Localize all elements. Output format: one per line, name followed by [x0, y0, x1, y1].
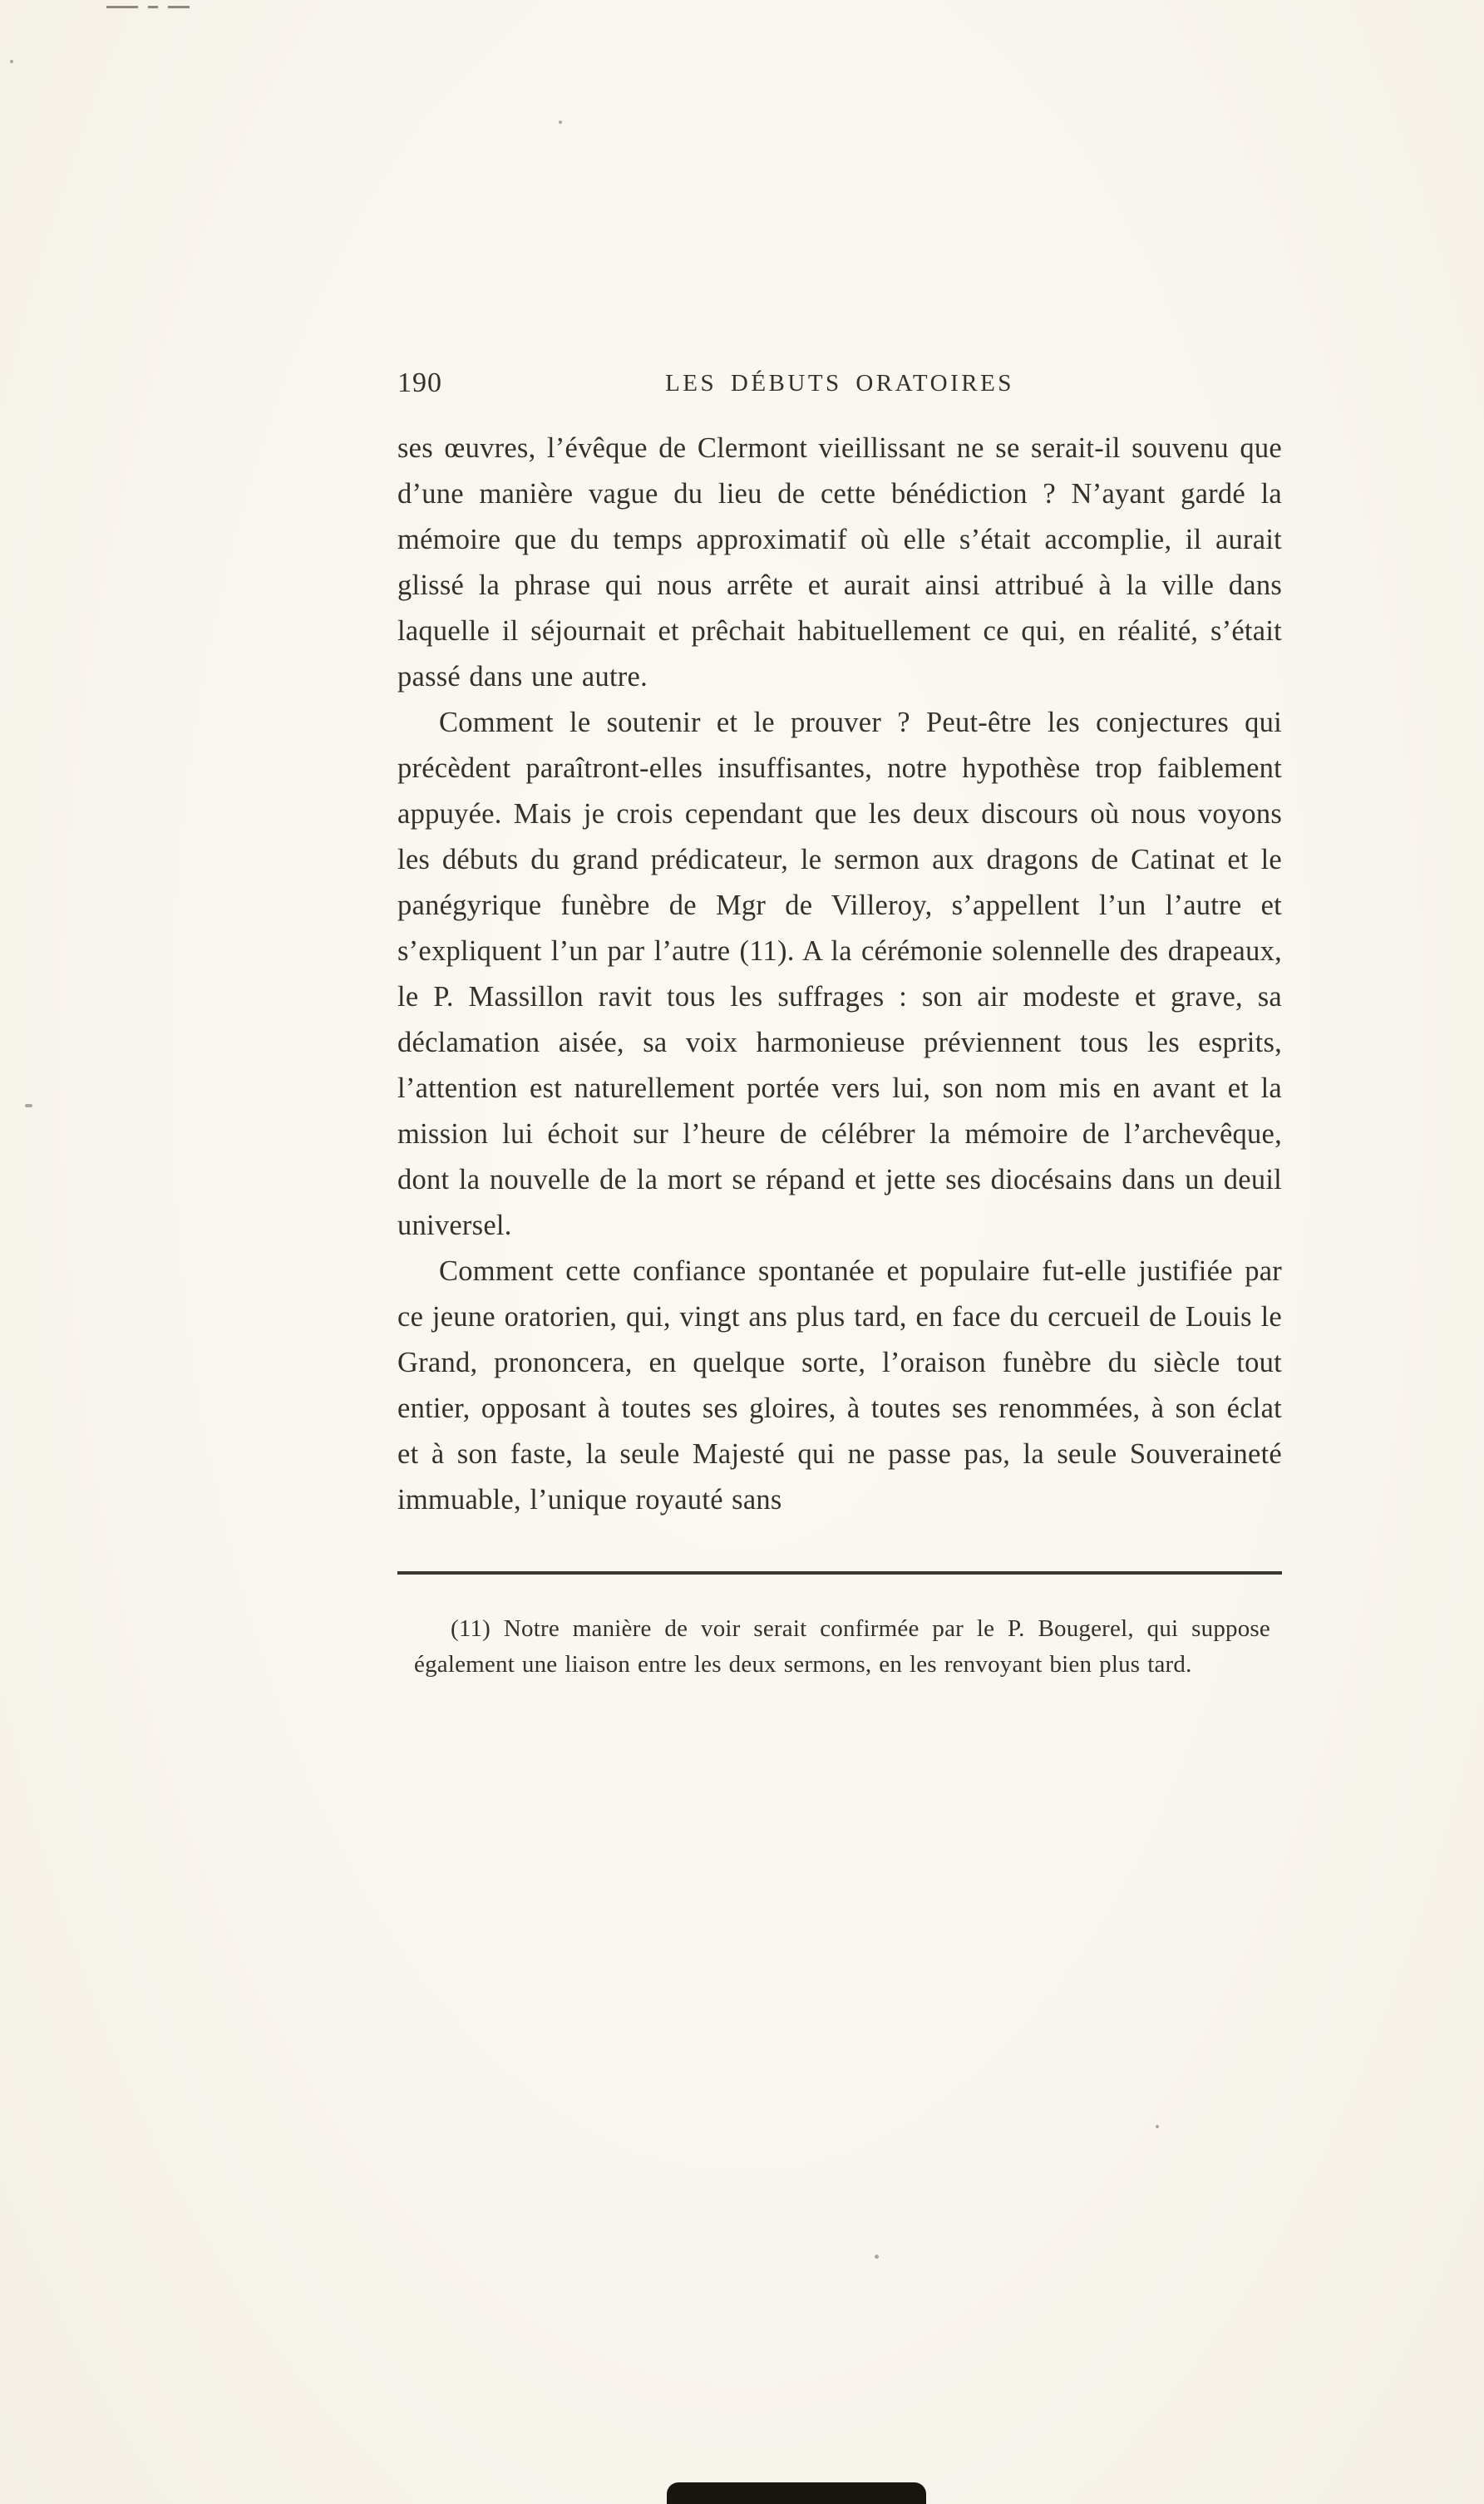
scan-speck [1156, 2125, 1159, 2128]
footnote [397, 1611, 1282, 1683]
scan-dash [106, 6, 138, 8]
scan-speck [25, 1104, 32, 1107]
paragraph: ses œuvres, l’évêque de Clermont vieillissant ne se serait-il souvenu que d’une manière vague du lieu de cette bénédiction ? N’ayant gardé la mémoire que du temps approximatif où elle s’était accomplie, il aurait glissé la phrase qui nous arrête et aurait ainsi attribué à la ville dans laquelle il séjournait et prêchait habituellement ce qui, en réalité, s’était passé dans une autre. [397, 432, 1282, 693]
page-header [397, 367, 1282, 404]
text-column [397, 367, 1282, 1683]
scan-dash [148, 6, 158, 8]
footnote-text: (11) Notre manière de voir serait confirmée par le P. Bougerel, qui suppose également une liaison entre les deux sermons, en les renvoyant bien plus tard. [414, 1615, 1270, 1678]
page-number: 190 [397, 367, 442, 398]
paragraph: Comment le soutenir et le prouver ? Peut-être les conjectures qui précèdent paraîtront-elles insuffisantes, notre hypothèse trop faiblement appuyée. Mais je crois cependant que les deux discours où nous voyons les débuts du grand prédicateur, le sermon aux dragons de Catinat et le panégyrique funèbre de Mgr de Villeroy, s’appellent l’un l’autre et s’expliquent l’un par l’autre (11). A la cérémonie solennelle des drapeaux, le P. Massillon ravit tous les suffrages : son air modeste et grave, sa déclamation aisée, sa voix harmonieuse préviennent tous les esprits, l’attention est naturellement portée vers lui, son nom mis en avant et la mission lui échoit sur l’heure de célébrer la mémoire de l’archevêque, dont la nouvelle de la mort se répand et jette ses diocésains dans un deuil universel. [397, 707, 1282, 1241]
scan-speck [559, 121, 562, 124]
footnote-separator-rule [397, 1571, 1282, 1575]
running-title: LES DÉBUTS ORATOIRES [665, 370, 1014, 397]
body-text [397, 426, 1282, 1523]
scan-dash [168, 6, 190, 8]
scan-artifact-ink-blot [667, 2482, 926, 2504]
scan-speck [875, 2255, 879, 2259]
scan-artifact-top-dashes [106, 5, 190, 8]
scan-speck [10, 60, 13, 63]
paragraph: Comment cette confiance spontanée et populaire fut-elle justifiée par ce jeune oratorien, qui, vingt ans plus tard, en face du cercueil de Louis le Grand, prononcera, en quelque sorte, l’oraison funèbre du siècle tout entier, opposant à toutes ses gloires, à toutes ses renommées, à son éclat et à son faste, la seule Majesté qui ne passe pas, la seule Souveraineté immuable, l’unique royauté sans [397, 1255, 1282, 1516]
